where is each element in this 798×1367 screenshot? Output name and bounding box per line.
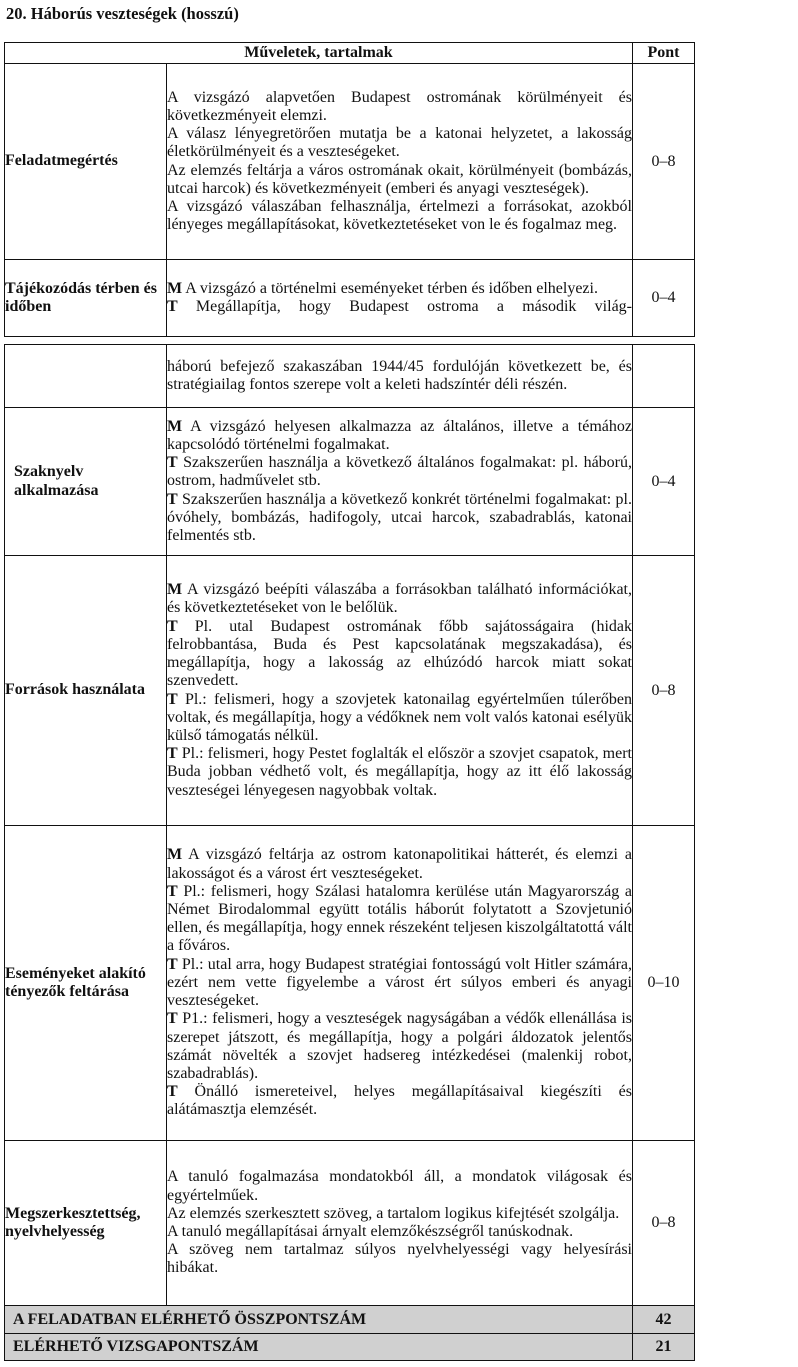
row-points: 0–8 (633, 64, 695, 260)
criterion-text: A vizsgázó feltárja az ostrom katonapolitikai hátterét, és elemzi a lakosságot és a várost ért veszteségeket. (167, 846, 633, 882)
criterion-marker: M (167, 417, 183, 435)
criterion-marker: T (167, 1083, 178, 1101)
criterion-marker: M (167, 846, 183, 864)
total-value: 42 (633, 1306, 695, 1334)
row-content (167, 345, 633, 408)
row-label: Megszerkesztettség, nyelvhelyesség (5, 1141, 167, 1306)
criterion (167, 418, 632, 454)
row-label: Tájékozódás térben és időben (5, 260, 167, 337)
criterion-text: Megállapítja, hogy Budapest ostroma a második világ- (195, 298, 633, 315)
total-label: ELÉRHETŐ VIZSGAPONTSZÁM (5, 1334, 633, 1361)
row-points: 0–4 (633, 260, 695, 337)
criterion-text: Az elemzés szerkesztett szöveg, a tartalom logikus kifejtését szolgálja. (167, 1204, 620, 1222)
criterion (167, 745, 632, 800)
criterion-text: Szakszerűen használja a következő általános fogalmakat: pl. háború, ostrom, hadművelet stb. (167, 454, 632, 490)
total-label: A FELADATBAN ELÉRHETŐ ÖSSZPONTSZÁM (5, 1306, 633, 1334)
criterion-text: A vizsgázó a történelmi eseményeket térben és időben elhelyezi. (185, 279, 598, 297)
criterion-text: A vizsgázó válaszában felhasználja, értelmezi a forrásokat, azokból lényeges megállapításokat, következtetéseket von le és fogalmaz meg. (167, 197, 632, 234)
criterion-continuation: háború befejező szakaszában 1944/45 fordulóján következett be, és stratégiailag fontos szerepe volt a keleti hadszíntér déli részén. (167, 357, 632, 393)
criterion-text: A válasz lényegretörően mutatja be a katonai helyzetet, a lakosság életkörülményeit és a veszteségeket. (167, 125, 632, 161)
scoring-table-part-2 (4, 344, 695, 1361)
criterion-text: P1.: felismeri, hogy a veszteségek nagyságában a védők ellenállása is szerepet játszott, és megállapítja, hogy a polgári áldozatok jelentős számát növelték a szovjet hadsereg intézkedései (malenkij robot, szabadrablás). (167, 1010, 632, 1082)
criterion-marker: T (167, 617, 178, 635)
row-content (167, 556, 633, 826)
criterion-text: Szakszerűen használja a következő konkrét történelmi fogalmakat: pl. óvóhely, bombázás, hadifogoly, utcai harcok, szabadrablás, katonai felmentés stb. (167, 490, 632, 544)
criterion-text: Pl.: utal arra, hogy Budapest stratégiai fontosságú volt Hitler számára, ezért nem vette figyelembe a várost ért súlyos emberi és anyagi veszteségeket. (167, 955, 632, 1010)
criterion-text: A tanuló fogalmazása mondatokból áll, a mondatok világosak és egyértelműek. (167, 1168, 632, 1204)
row-points: 0–10 (633, 826, 695, 1141)
total-value: 21 (633, 1334, 695, 1361)
row-points: 0–8 (633, 556, 695, 826)
criterion-text: Önálló ismereteivel, helyes megállapításaival kiegészíti és alátámasztja elemzését. (167, 1083, 633, 1119)
criterion-text: A vizsgázó beépíti válaszába a forrásokban található információkat, és következtetéseket von le belőlük. (167, 581, 632, 617)
row-label: Szaknyelv alkalmazása (5, 408, 167, 556)
criterion (167, 1010, 632, 1083)
criterion (167, 198, 632, 234)
criterion (167, 491, 632, 546)
criterion-text: A vizsgázó alapvetően Budapest ostromának körülményeit és következményeit elemzi. (167, 88, 632, 124)
row-label: Források használata (5, 556, 167, 826)
criterion-marker: T (167, 882, 178, 900)
criterion-marker: T (167, 745, 178, 763)
criterion-marker: T (167, 1010, 178, 1028)
criterion (167, 956, 632, 1011)
criterion-text: A szöveg nem tartalmaz súlyos nyelvhelyességi vagy helyesírási hibákat. (167, 1241, 632, 1277)
criterion (167, 280, 632, 298)
row-content (167, 64, 633, 260)
table-row (5, 408, 695, 556)
row-points: 0–4 (633, 408, 695, 556)
header-content: Műveletek, tartalmak (5, 43, 633, 64)
row-content (167, 826, 633, 1141)
criterion (167, 618, 632, 691)
total-row-task (5, 1306, 695, 1334)
row-content (167, 408, 633, 556)
criterion-marker: M (167, 279, 183, 297)
table-row (5, 260, 695, 337)
table-row (5, 556, 695, 826)
criterion (167, 162, 632, 198)
criterion (167, 1083, 632, 1119)
scoring-table-part-1 (4, 42, 695, 337)
header-points: Pont (633, 43, 695, 64)
criterion (167, 125, 632, 161)
criterion-text: A tanuló megállapításai árnyalt elemzőkészségről tanúskodnak. (167, 1223, 574, 1240)
row-points: 0–8 (633, 1141, 695, 1306)
table-row (5, 1141, 695, 1306)
criterion-text: Pl.: felismeri, hogy a szovjetek katonailag egyértelműen túlerőben voltak, és megállapítja, hogy a védőknek nem volt valós katonai esélyük külső támogatás nélkül. (167, 690, 633, 744)
criterion (167, 1223, 632, 1241)
table-row-continuation (5, 345, 695, 408)
row-content (167, 1141, 633, 1306)
criterion (167, 454, 632, 490)
row-points-empty (633, 345, 695, 408)
table-row (5, 64, 695, 260)
criterion-marker: T (167, 298, 178, 315)
criterion-marker: T (167, 690, 178, 708)
criterion (167, 89, 632, 125)
criterion-text: Pl. utal Budapest ostromának főbb sajátosságaira (hidak felrobbantása, Buda és Pest kapcsolatának megszakadása), és megállapítja, hogy a lakosság az elhúzódó harcok miatt sokat szenvedett. (167, 617, 632, 690)
row-label-empty (5, 345, 167, 408)
criterion (167, 1205, 632, 1223)
criterion (167, 581, 632, 617)
criterion (167, 298, 632, 316)
criterion-text: Pl.: felismeri, hogy Szálasi hatalomra kerülése után Magyarország a Német Birodalommal együtt totális háborút folytatott a Szovjetunió ellen, és megállapítja, hogy ennek részeként teljesen kiszolgáltatottá vált a főváros. (167, 882, 632, 955)
total-row-exam (5, 1334, 695, 1361)
row-label: Eseményeket alakító tényezők feltárása (5, 826, 167, 1141)
criterion (167, 846, 632, 882)
criterion-marker: T (167, 454, 178, 472)
criterion-text: Az elemzés feltárja a város ostromának okait, körülményeit (bombázás, utcai harcok) és következményeit (emberi és anyagi veszteségek). (167, 161, 632, 197)
criterion-marker: T (167, 490, 178, 508)
criterion (167, 1168, 632, 1204)
criterion-text: Pl.: felismeri, hogy Pestet foglalták el először a szovjet csapatok, mert Buda jobban védhető volt, és megállapítja, hogy az itt élő lakosság veszteségei lényegesen nagyobbak voltak. (167, 745, 633, 799)
row-label: Feladatmegértés (5, 64, 167, 260)
criterion (167, 883, 632, 956)
criterion (167, 691, 632, 746)
page-title: 20. Háborús veszteségek (hosszú) (6, 4, 239, 23)
table-header-row (5, 43, 695, 64)
criterion-text: A vizsgázó helyesen alkalmazza az általános, illetve a témához kapcsolódó történelmi fogalmakat. (167, 417, 633, 453)
row-content (167, 260, 633, 337)
criterion (167, 1241, 632, 1277)
table-row (5, 826, 695, 1141)
criterion-marker: T (167, 955, 178, 973)
criterion-marker: M (167, 581, 183, 599)
